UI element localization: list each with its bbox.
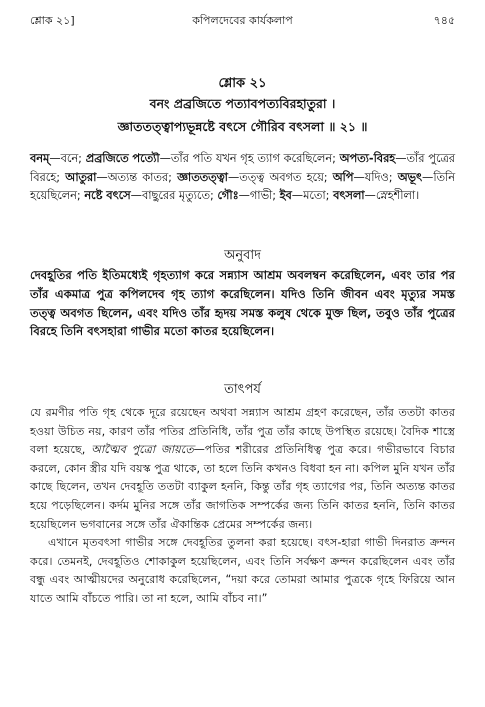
synonym-word: অভূৎ xyxy=(397,170,423,184)
synonyms-paragraph xyxy=(30,150,455,206)
synonym-meaning: —বাছুরের মৃত্যুতে; xyxy=(130,189,218,203)
purport-heading: তাৎপর্য xyxy=(224,382,261,397)
synonym-meaning: —মতো; xyxy=(291,189,334,203)
synonym-meaning: —বনে; xyxy=(49,152,86,165)
header-chapter-title: কপিলদেবের কার্যকলাপ xyxy=(192,14,293,27)
synonym-meaning: —অত্যন্ত কাতর; xyxy=(96,170,178,184)
synonym-word: জ্ঞাততত্ত্বা xyxy=(177,170,228,184)
synonym-word: অপত্য-বিরহ xyxy=(339,152,396,165)
synonym-word: গৌঃ xyxy=(217,189,239,203)
synonym-meaning: —তত্ত্ব অবগত হয়ে; xyxy=(227,170,333,184)
purport-text: —পতির শরীরের প্রতিনিধিত্ব পুত্র করে। গভীরভাবে বিচার করলে, কোন স্ত্রীর যদি বয়স্ক পুত্র থাকে, তা হলে তিনি কখনও বিধবা হন না। কপিল মুনি যখন তাঁর কাছে ছিলেন, তখন দেবহূতি ততটা ব্যাকুল হননি, কিন্তু তাঁর গৃহ ত্যাগের পর, তিনি অত্যন্ত কাতর হয়ে পড়েছিলেন। কর্দম মুনির সঙ্গে তাঁর জাগতিক সম্পর্কের জন্য তিনি কাতর হননি, তিনি কাতর হয়েছিলেন ভগবানের সঙ্গে তাঁর ঐকান্তিক প্রেমের সম্পর্কের জন্য। xyxy=(30,443,456,531)
synonym-word: নষ্টে বৎসে xyxy=(84,189,131,203)
synonym-word: প্রব্রজিতে xyxy=(85,152,129,165)
synonym-meaning: —স্নেহশীলা। xyxy=(364,189,420,203)
header-verse-ref: শ্লোক ২১] xyxy=(30,14,75,27)
synonym-word: আতুরা xyxy=(65,170,97,184)
synonym-meaning: —গাভী; xyxy=(238,189,280,203)
verse-title: শ্লোক ২১ xyxy=(218,76,267,91)
purport-text: যে রমণীর পতি গৃহ থেকে দূরে রয়েছেন অথবা সন্ন্যাস আশ্রম গ্রহণ করেছেন, তাঁর ততটা কাতর হওয়া উচিত নয়, কারণ তাঁর পতির প্রতিনিধি, তাঁর পুত্র তাঁর কাছে উপস্থিত রয়েছে। বৈদিক শাস্ত্রে বলা হয়েছে, xyxy=(30,406,455,457)
synonym-word: বৎসলা xyxy=(333,189,365,203)
synonym-word: পত্যৌ xyxy=(132,152,160,165)
verse-line-2: জ্ঞাততত্ত্বাপ্যভূন্নষ্টে বৎসে গৌরিব বৎসলা ॥ ২১ ॥ xyxy=(117,119,368,134)
translation-heading: অনুবাদ xyxy=(224,248,261,263)
translation-paragraph: দেবহূতির পতি ইতিমধ্যেই গৃহত্যাগ করে সন্ন্যাস আশ্রম অবলম্বন করেছিলেন, এবং তার পর তাঁর একমাত্র পুত্র কপিলদেব গৃহ ত্যাগ করেছিলেন। যদিও তিনি জীবন এবং মৃত্যুর সমস্ত তত্ত্ব অবগত ছিলেন, এবং যদিও তাঁর হৃদয় সমস্ত কলুষ থেকে মুক্ত ছিল, তবুও তাঁর পুত্রের বিরহে তিনি বৎসহারা গাভীর মতো কাতর হয়েছিলেন। xyxy=(30,268,455,339)
purport-paragraph-2: এখানে মৃতবৎসা গাভীর সঙ্গে দেবহূতির তুলনা করা হয়েছে। বৎস-হারা গাভী দিনরাত ক্রন্দন করে। তেমনই, দেবহূতিও শোকাকুল হয়েছিলেন, এবং তিনি সর্বক্ষণ ক্রন্দন করেছিলেন এবং তাঁর বন্ধু এবং আত্মীয়দের অনুরোধ করেছিলেন, “দয়া করে তোমরা আমার পুত্রকে গৃহে ফিরিয়ে আন যাতে আমি বাঁচতে পারি। তা না হলে, আমি বাঁচব না।” xyxy=(30,536,455,605)
synonym-word: অপি xyxy=(332,170,354,184)
synonym-meaning: —যদিও; xyxy=(353,170,398,184)
synonym-meaning: —তিনি হয়েছিলেন; xyxy=(30,170,455,203)
verse-line-1: বনং প্রব্রজিতে পত্যাবপত্যবিরহাতুরা । xyxy=(149,96,336,111)
synonym-word: বনম্ xyxy=(30,152,50,165)
page-header xyxy=(30,12,455,30)
scripture-quote: আত্মৈব পুত্রো জায়তে xyxy=(91,443,194,457)
purport-paragraph-1 xyxy=(30,404,455,534)
synonym-meaning: —তাঁর পুত্রের বিরহে; xyxy=(30,152,456,184)
page-number: ৭৪৫ xyxy=(433,14,455,27)
purport-body xyxy=(30,404,455,609)
synonym-meaning: —তাঁর পতি যখন গৃহ ত্যাগ করেছিলেন; xyxy=(159,152,340,165)
synonym-word: ইব xyxy=(279,189,292,203)
